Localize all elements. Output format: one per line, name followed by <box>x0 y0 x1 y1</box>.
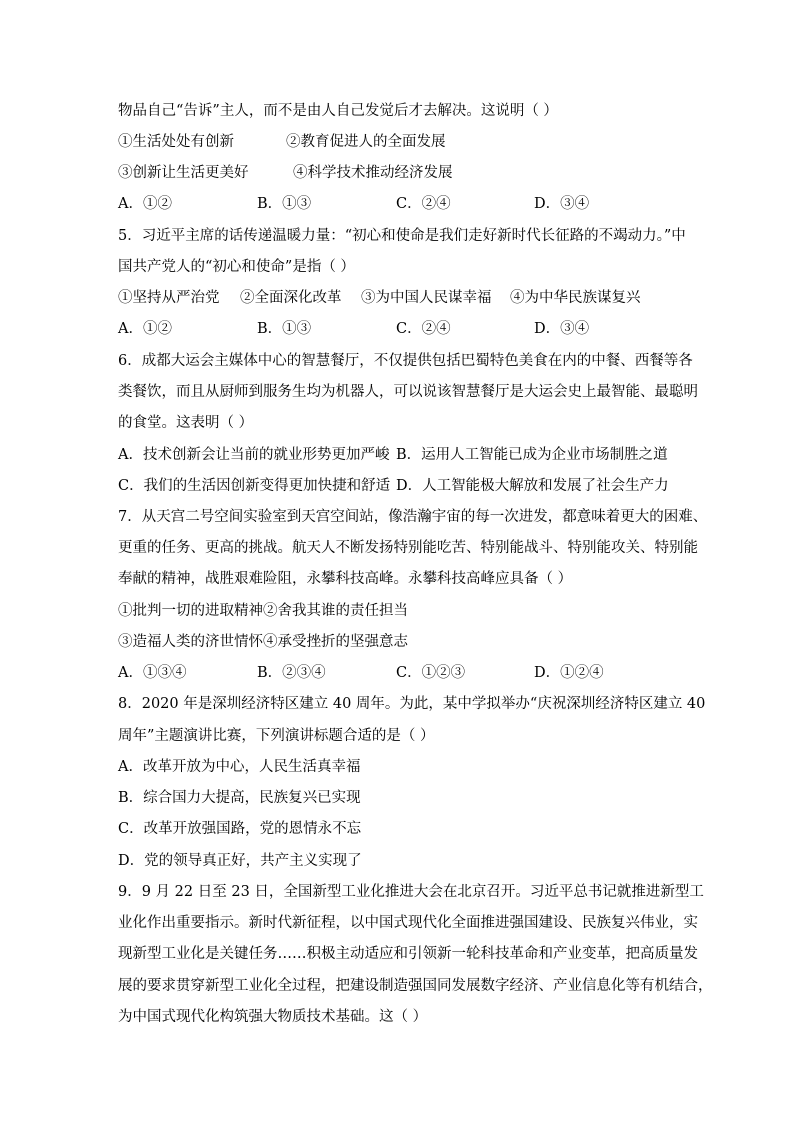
q8-stem-line-2: 周年”主题演讲比赛，下列演讲标题合适的是（ ） <box>118 728 435 744</box>
q4-option-c: C．②④ <box>396 196 451 212</box>
q7-stem-line-2: 更重的任务、更高的挑战。航天人不断发扬特别能吃苦、特别能战斗、特别能攻关、特别能 <box>118 540 698 556</box>
q6-stem-line-1: 6．成都大运会主媒体中心的智慧餐厅，不仅提供包括巴蜀特色美食在内的中餐、西餐等各 <box>118 353 693 369</box>
q7-option-b: B．②③④ <box>257 665 326 681</box>
q5-stem-line-1: 5．习近平主席的话传递温暖力量：“初心和使命是我们走好新时代长征路的不竭动力。”中 <box>118 228 686 244</box>
q7-option-c: C．①②③ <box>396 665 466 681</box>
q6-option-a: A．技术创新会让当前的就业形势更加严峻 <box>118 447 390 463</box>
q4-item-2: ②教育促进人的全面发展 <box>286 134 446 150</box>
q6-option-c: C．我们的生活因创新变得更加快捷和舒适 <box>118 478 391 494</box>
q4-item-3: ③创新让生活更美好 <box>118 165 249 181</box>
q5-option-d: D．③④ <box>534 321 590 337</box>
q7-option-d: D．①②④ <box>534 665 604 681</box>
q4-option-b: B．①③ <box>257 196 312 212</box>
q8-option-a: A．改革开放为中心，人民生活真幸福 <box>118 759 361 775</box>
q4-option-a: A．①② <box>118 196 172 212</box>
q6-stem-line-2: 类餐饮，而且从厨师到服务生均为机器人，可以说该智慧餐厅是大运会史上最智能、最聪明 <box>118 384 698 400</box>
q4-option-d: D．③④ <box>534 196 590 212</box>
q7-stem-line-1: 7．从天宫二号空间实验室到天宫空间站，像浩瀚宇宙的每一次进发，都意味着更大的困难、 <box>118 509 708 525</box>
q9-stem-line-4: 展的要求贯穿新型工业化全过程，把建设制造强国同发展数字经济、产业信息化等有机结合， <box>118 978 713 994</box>
q4-item-4: ④科学技术推动经济发展 <box>293 165 453 181</box>
q5-item-4: ④为中华民族谋复兴 <box>510 290 641 306</box>
q5-option-b: B．①③ <box>257 321 312 337</box>
q6-option-b: B．运用人工智能已成为企业市场制胜之道 <box>396 447 668 463</box>
q9-stem-line-5: 为中国式现代化构筑强大物质技术基础。这（ ） <box>118 1009 428 1025</box>
q5-option-a: A．①② <box>118 321 172 337</box>
q9-stem-line-2: 业化作出重要指示。新时代新征程，以中国式现代化全面推进强国建设、民族复兴伟业，实 <box>118 915 698 931</box>
q7-stem-line-3: 奉献的精神，战胜艰难险阻，永攀科技高峰。永攀科技高峰应具备（ ） <box>118 571 573 587</box>
q4-item-1: ①生活处处有创新 <box>118 134 234 150</box>
q7-option-a: A．①③④ <box>118 665 187 681</box>
q7-items-row-1: ①批判一切的进取精神②舍我其谁的责任担当 <box>118 603 408 619</box>
q5-item-2: ②全面深化改革 <box>240 290 342 306</box>
q9-stem-line-1: 9．9 月 22 日至 23 日，全国新型工业化推进大会在北京召开。习近平总书记就推进新型工 <box>118 884 704 900</box>
q8-option-c: C．改革开放强国路，党的恩情永不忘 <box>118 821 362 837</box>
q6-stem-line-3: 的食堂。这表明（ ） <box>118 415 254 431</box>
q5-option-c: C．②④ <box>396 321 451 337</box>
q5-item-3: ③为中国人民谋幸福 <box>361 290 492 306</box>
q8-option-b: B．综合国力大提高，民族复兴已实现 <box>118 790 361 806</box>
q4-stem-line-1: 物品自己“告诉”主人，而不是由人自己发觉后才去解决。这说明（ ） <box>118 103 558 119</box>
q5-item-1: ①坚持从严治党 <box>118 290 220 306</box>
q8-option-d: D．党的领导真正好，共产主义实现了 <box>118 853 362 869</box>
q5-stem-line-2: 国共产党人的“初心和使命”是指（ ） <box>118 259 355 275</box>
q9-stem-line-3: 现新型工业化是关键任务……积极主动适应和引领新一轮科技革命和产业变革，把高质量发 <box>118 946 698 962</box>
q7-items-row-2: ③造福人类的济世情怀④承受挫折的坚强意志 <box>118 634 408 650</box>
q6-option-d: D．人工智能极大解放和发展了社会生产力 <box>396 478 669 494</box>
q8-stem-line-1: 8．2020 年是深圳经济特区建立 40 周年。为此，某中学拟举办“庆祝深圳经济特区建立 40 <box>118 696 706 712</box>
